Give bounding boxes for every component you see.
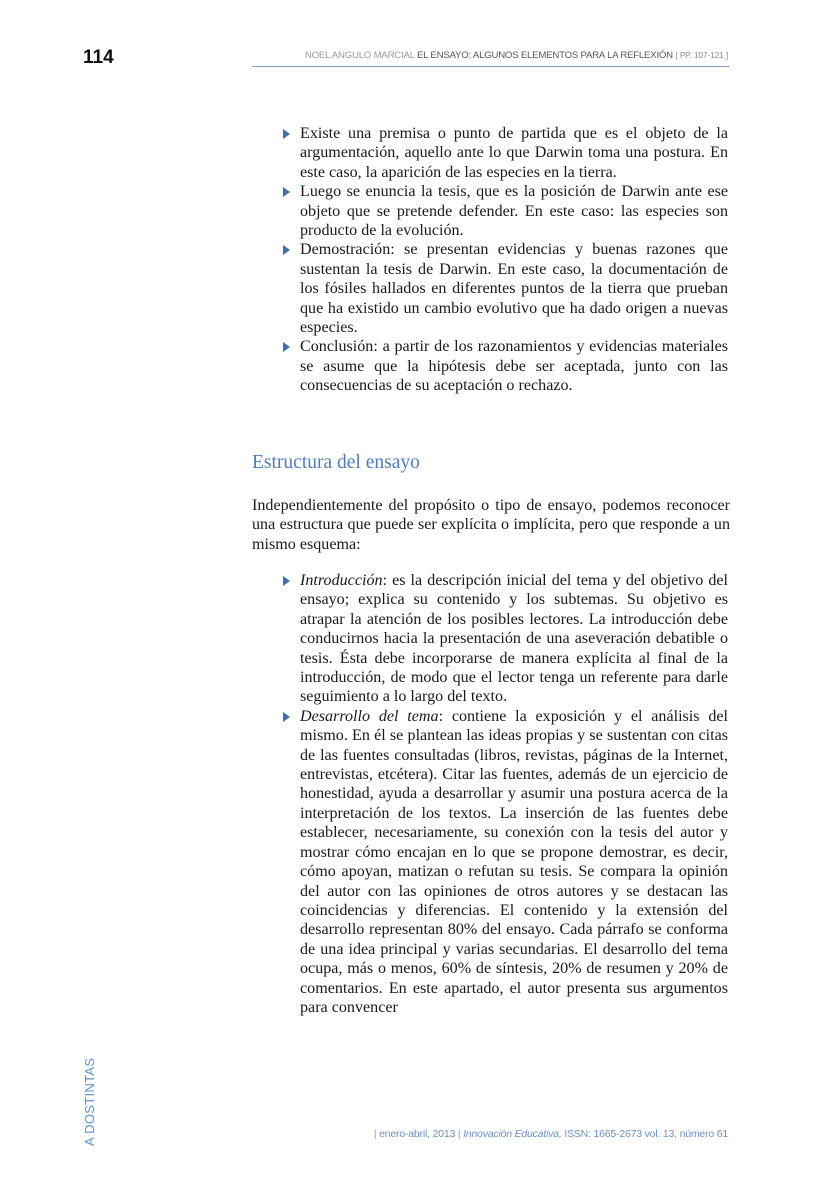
running-head-title: EL ENSAYO: ALGUNOS ELEMENTOS PARA LA REFLEXIÓN — [416, 50, 673, 61]
running-head — [252, 50, 728, 61]
list-item-text: Conclusión: a partir de los razonamientos y evidencias materiales se asume que la hipótesis debe ser aceptada, junto con las consecuencias de su aceptación o rechazo. — [300, 338, 728, 395]
list-item-term: Introducción — [300, 572, 383, 589]
running-head-pages: [ PP. 107-121 ] — [675, 50, 728, 60]
footer-separator: | — [455, 1128, 464, 1140]
triangle-bullet-icon — [283, 342, 290, 352]
list-item-term: Desarrollo del tema — [300, 707, 439, 725]
side-label: A DOSTINTAS — [82, 1057, 97, 1146]
list-item — [300, 124, 728, 182]
footer-journal: Innovación Educativa, — [463, 1128, 562, 1140]
list-item-text: Demostración: se presentan evidencias y buenas razones que sustentan la tesis de Darwin. En este caso, la documentación de los fósiles hallados en diferentes puntos de la tierra que prueban que ha existido un cambio evolutivo que ha dado origen a nuevas especies. — [300, 241, 728, 337]
list-item — [300, 707, 728, 1018]
footer-date: enero-abril, 2013 — [379, 1128, 456, 1140]
list-item — [300, 337, 728, 395]
footer-issn: ISSN: 1665-2673 vol. 13, número 61 — [564, 1128, 728, 1140]
list-item-text: Existe una premisa o punto de partida que es el objeto de la argumentación, aquello ante lo que Darwin toma una postura. En este caso, la aparición de las especies en la tierra. — [300, 125, 728, 181]
footer — [300, 1128, 728, 1140]
triangle-bullet-icon — [283, 129, 290, 139]
list-item — [300, 182, 728, 240]
running-head-author: NOEL ANGULO MARCIAL — [304, 50, 415, 61]
section-heading: Estructura del ensayo — [252, 452, 420, 473]
list-item-text: Luego se enuncia la tesis, que es la posición de Darwin ante ese objeto que se pretende defender. En este caso: las especies son producto de la evolución. — [300, 183, 728, 240]
triangle-bullet-icon — [283, 187, 290, 197]
list-item-text: : contiene la exposición y el análisis del mismo. En él se plantean las ideas propias y se sustentan con citas de las fuentes consultadas (libros, revistas, páginas de la Internet, entrevistas, etcétera). Citar las fuentes, además de un ejercicio de honestidad, ayuda a desarrollar y asumir una postura acerca de la interpretación de los textos. La inserción de las fuentes debe establecer, necesariamente, su conexión con la tesis del autor y mostrar cómo encajan en lo que se propone demostrar, es decir, cómo apoyan, matizan o refutan su tesis. Se compara la opinión del autor con las opiniones de otros autores y se destacan las coincidencias y diferencias. El contenido y la extensión del desarrollo representan 80% del ensayo. Cada párrafo se conforma de una idea principal y varias secundarias. El desarrollo del tema ocupa, más o menos, 60% de síntesis, 20% de resumen y 20% de comentarios. En este apartado, el autor presenta sus argumentos para convencer — [300, 707, 728, 1016]
darwin-argument-list — [300, 124, 728, 396]
header-rule — [252, 66, 729, 67]
footer-separator: | — [373, 1128, 380, 1140]
list-item — [300, 571, 728, 707]
triangle-bullet-icon — [283, 245, 290, 255]
list-item — [300, 240, 728, 337]
list-item-text: : es la descripción inicial del tema y del objetivo del ensayo; explica su contenido y los subtemas. Su objetivo es atrapar la atención de los posibles lectores. La introducción debe conducirnos hacia la presentación de una aseveración debatible o tesis. Ésta debe incorporarse de manera explícita al final de la introducción, de modo que el lector tenga un referente para darle seguimiento a lo largo del texto. — [300, 572, 728, 706]
triangle-bullet-icon — [283, 576, 290, 586]
essay-structure-list — [300, 571, 728, 1017]
page-number: 114 — [83, 47, 114, 68]
intro-paragraph: Independientemente del propósito o tipo de ensayo, podemos reconocer una estructura que puede ser explícita o implícita, pero que responde a un mismo esquema: — [252, 497, 730, 553]
triangle-bullet-icon — [283, 712, 290, 722]
